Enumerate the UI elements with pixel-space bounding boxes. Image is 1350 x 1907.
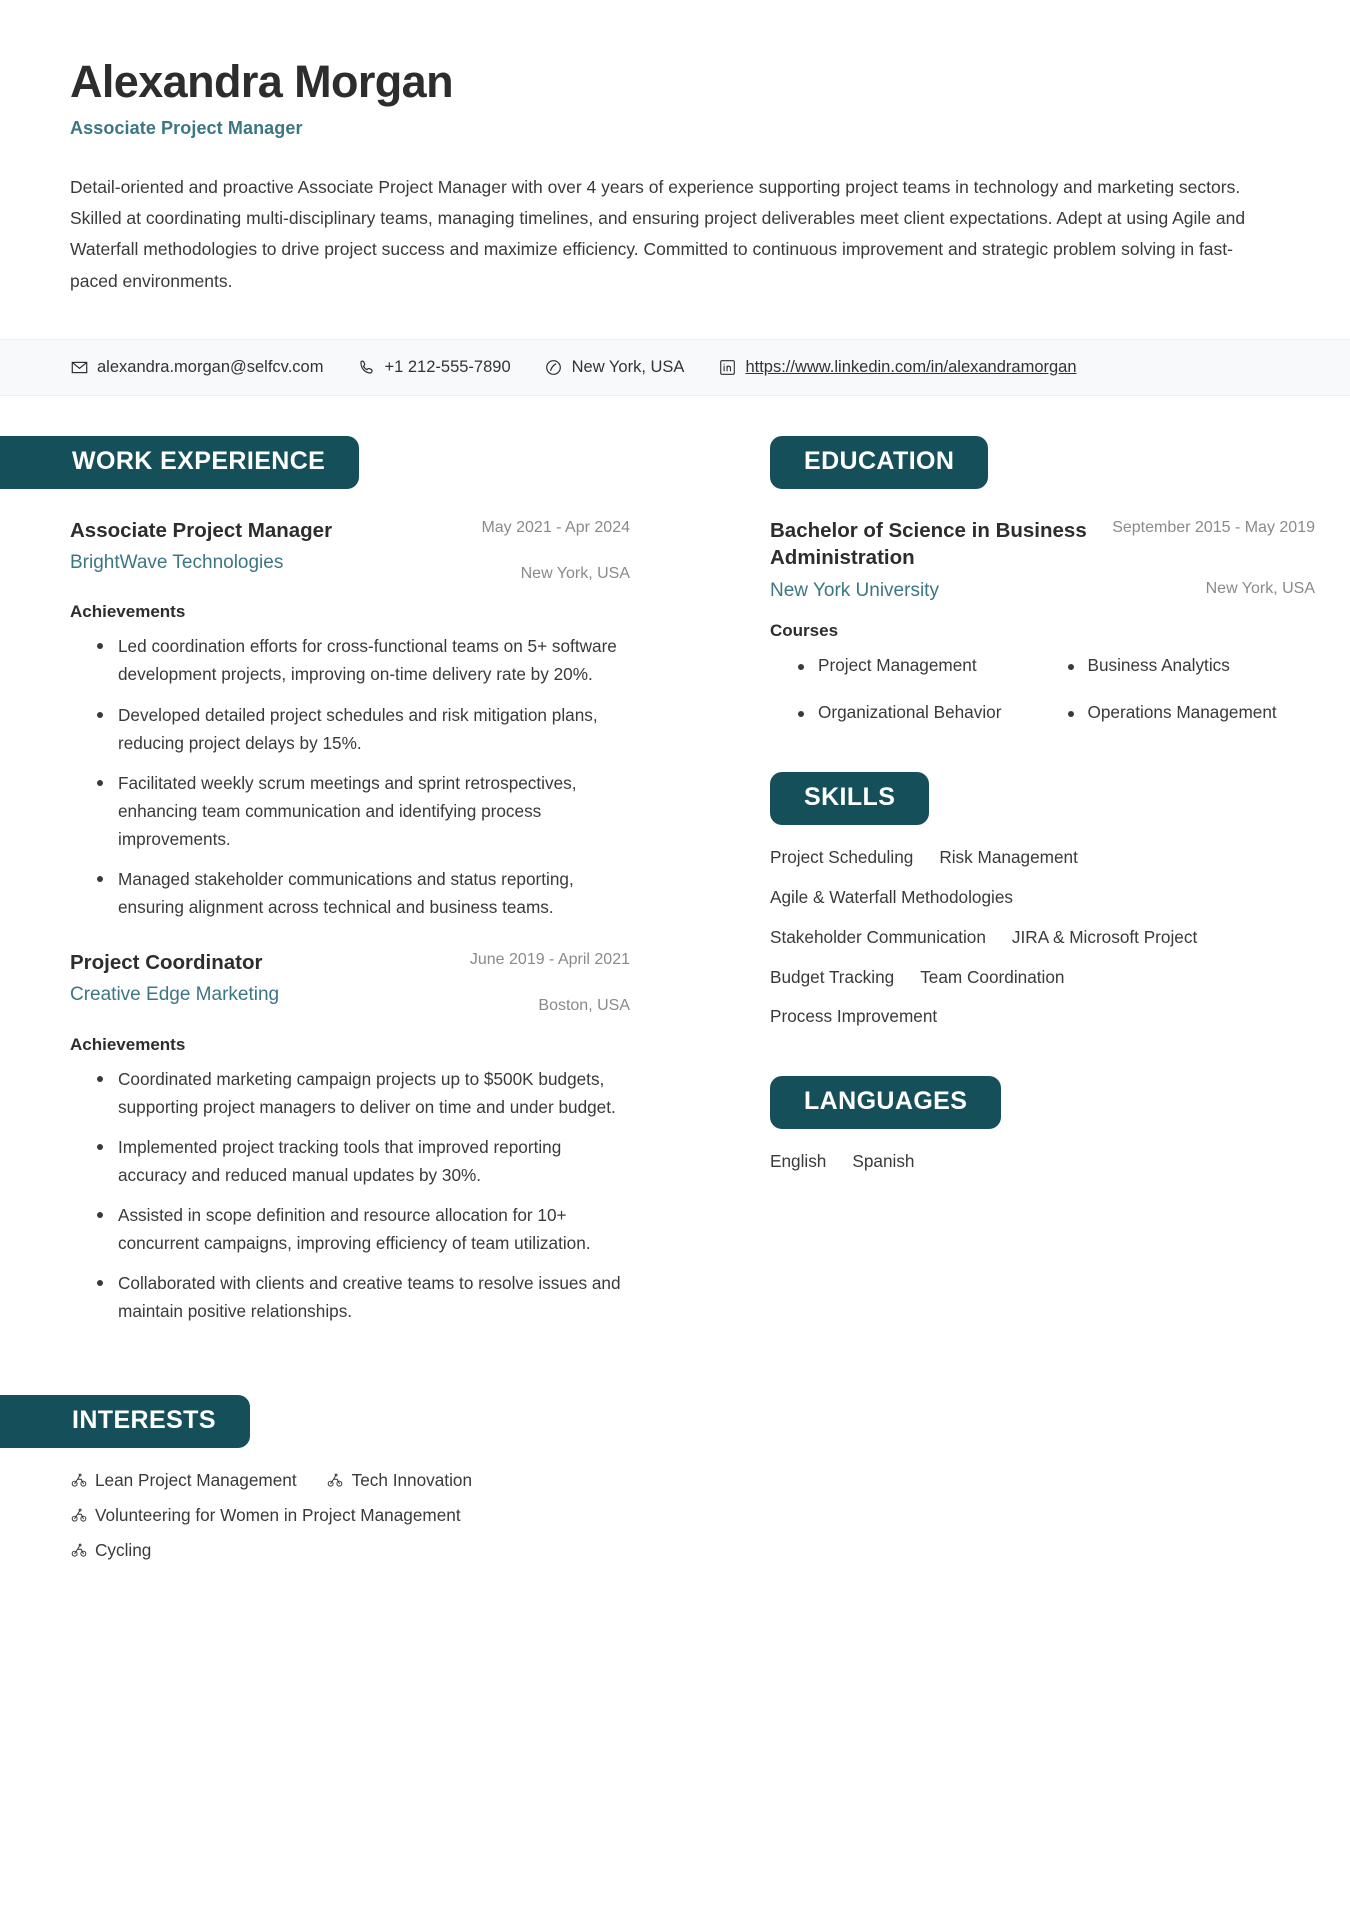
contact-location-text: New York, USA — [571, 357, 685, 376]
languages-section — [700, 1076, 1350, 1175]
courses-label: Courses — [770, 620, 839, 640]
achievements-label: Achievements — [70, 1034, 186, 1054]
achievement-item: Developed detailed project schedules and risk mitigation plans, reducing project delays by 15%. — [116, 701, 630, 757]
contact-bar — [0, 339, 1350, 396]
work-entry — [0, 949, 700, 1325]
languages-list — [700, 1149, 1260, 1175]
envelope-icon — [70, 358, 88, 376]
course-item: Operations Management — [1068, 700, 1316, 726]
interest-item — [70, 1470, 297, 1491]
right-column — [700, 436, 1350, 1175]
phone-icon — [357, 358, 375, 376]
candidate-name: Alexandra Morgan — [70, 56, 453, 107]
education-entry — [700, 517, 1350, 727]
skills-list — [700, 845, 1260, 1030]
work-entry-header — [70, 949, 630, 1018]
achievements-label: Achievements — [70, 602, 186, 622]
work-organization: BrightWave Technologies — [70, 552, 284, 574]
work-organization: Creative Edge Marketing — [70, 984, 280, 1006]
work-date: June 2019 - April 2021 — [469, 950, 630, 968]
interests-list — [0, 1470, 700, 1561]
bicycle-icon — [70, 1507, 87, 1524]
resume-body — [0, 436, 1350, 1561]
contact-linkedin[interactable] — [718, 358, 1076, 377]
work-entry — [0, 517, 700, 921]
left-column — [0, 436, 700, 1561]
bicycle-icon — [70, 1472, 87, 1489]
work-role: Project Coordinator — [70, 950, 263, 974]
skill-item: JIRA & Microsoft Project — [1011, 926, 1198, 947]
achievement-item: Managed stakeholder communications and status reporting, ensuring alignment across technical and business teams. — [116, 865, 630, 921]
interest-item — [70, 1540, 630, 1561]
work-experience-section — [0, 436, 700, 1325]
interest-label: Tech Innovation — [351, 1469, 473, 1490]
linkedin-icon — [718, 358, 736, 376]
section-heading-education: EDUCATION — [770, 436, 988, 489]
bicycle-icon — [70, 1542, 87, 1559]
contact-phone[interactable] — [357, 358, 510, 377]
contact-phone-text: +1 212-555-7890 — [384, 357, 511, 376]
work-entry-header — [70, 517, 630, 586]
education-date: September 2015 - May 2019 — [1112, 518, 1315, 536]
section-heading-languages: LANGUAGES — [770, 1076, 1001, 1129]
achievement-item: Implemented project tracking tools that improved reporting accuracy and reduced manual updates by 30%. — [116, 1133, 630, 1189]
skill-item: Agile & Waterfall Methodologies — [770, 887, 1013, 908]
interest-label: Cycling — [95, 1539, 152, 1560]
work-location: Boston, USA — [538, 997, 630, 1015]
course-item: Project Management — [798, 653, 1046, 679]
candidate-job-title: Associate Project Manager — [70, 118, 303, 139]
professional-summary: Detail-oriented and proactive Associate Project Manager with over 4 years of experience supporting project teams in technology and marketing sectors. Skilled at coordinating multi-disciplinary teams, managing timelines, and ensuring project deliverables meet client expectations. Adept at using Agile and Waterfall methodologies to drive project success and maximize efficiency. Committed to continuous improvement and strategic problem solving in fast-paced environments. — [70, 177, 1246, 291]
skills-section — [700, 772, 1350, 1030]
contact-email-text: alexandra.morgan@selfcv.com — [97, 357, 324, 376]
contact-linkedin-link[interactable]: https://www.linkedin.com/in/alexandramorgan — [745, 357, 1077, 376]
contact-email[interactable] — [70, 358, 323, 377]
language-item: Spanish — [852, 1151, 915, 1172]
interest-label: Volunteering for Women in Project Management — [95, 1504, 461, 1525]
achievement-item: Led coordination efforts for cross-functional teams on 5+ software development projects, improving on-time delivery rate by 20%. — [116, 632, 630, 688]
course-item: Business Analytics — [1068, 653, 1316, 679]
contact-location — [545, 358, 685, 377]
achievements-list — [70, 632, 630, 920]
achievement-item: Coordinated marketing campaign projects up to $500K budgets, supporting project managers to deliver on time and under budget. — [116, 1065, 630, 1121]
achievement-item: Collaborated with clients and creative teams to resolve issues and maintain positive relationships. — [116, 1269, 630, 1325]
interests-section — [0, 1395, 700, 1561]
education-location: New York, USA — [1205, 580, 1315, 597]
course-item: Organizational Behavior — [798, 700, 1046, 726]
skill-item: Stakeholder Communication — [770, 926, 986, 947]
work-location: New York, USA — [520, 565, 630, 583]
language-item: English — [770, 1151, 827, 1172]
skill-item: Budget Tracking — [770, 966, 895, 987]
education-entry-header — [770, 517, 1315, 572]
work-date: May 2021 - Apr 2024 — [481, 518, 630, 536]
bicycle-icon — [327, 1472, 344, 1489]
location-pin-icon — [545, 358, 563, 376]
skill-item: Team Coordination — [920, 966, 1065, 987]
work-role: Associate Project Manager — [70, 518, 333, 542]
section-heading-skills: SKILLS — [770, 772, 929, 825]
achievement-item: Assisted in scope definition and resource allocation for 10+ concurrent campaigns, improving efficiency of team utilization. — [116, 1201, 630, 1257]
interest-item — [327, 1470, 472, 1491]
section-heading-work-experience: WORK EXPERIENCE — [0, 436, 359, 489]
achievements-list — [70, 1065, 630, 1325]
achievement-item: Facilitated weekly scrum meetings and sprint retrospectives, enhancing team communication and identifying process improvements. — [116, 769, 630, 853]
education-institution: New York University — [770, 580, 939, 601]
skill-item: Risk Management — [939, 847, 1078, 868]
skill-item: Process Improvement — [770, 1006, 938, 1027]
resume-header — [0, 0, 1350, 297]
courses-list — [770, 653, 1315, 727]
interest-item — [70, 1505, 630, 1526]
education-section — [700, 436, 1350, 727]
interest-label: Lean Project Management — [95, 1469, 297, 1490]
skill-item: Project Scheduling — [770, 847, 914, 868]
education-degree: Bachelor of Science in Business Administration — [770, 518, 1087, 570]
section-heading-interests: INTERESTS — [0, 1395, 250, 1448]
